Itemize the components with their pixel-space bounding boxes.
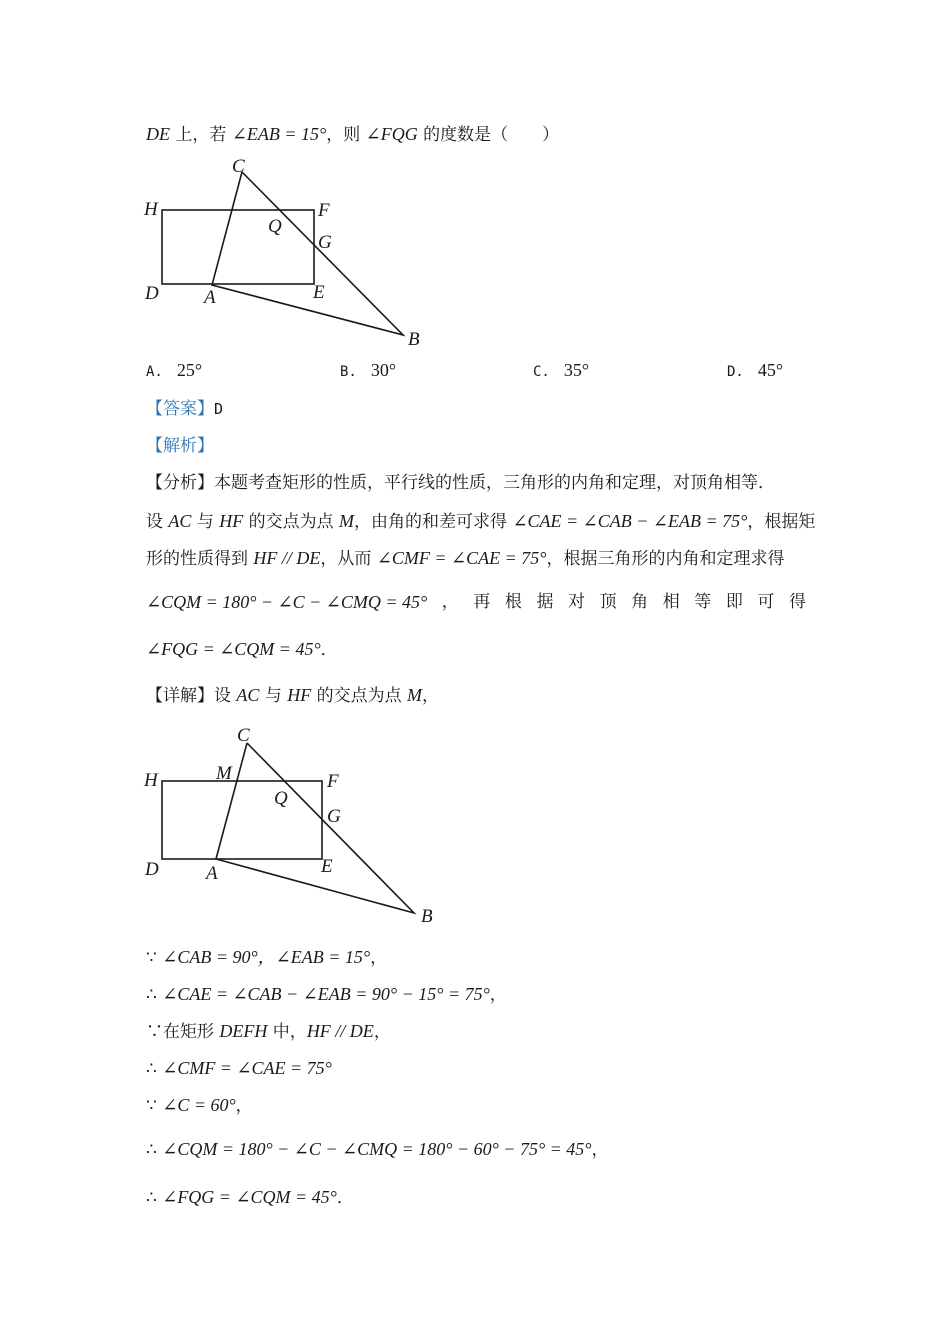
label-d: D xyxy=(145,859,159,880)
option-key: A. xyxy=(146,364,163,380)
math-angle-cmf: ∠CMF = ∠CAE = 75° xyxy=(376,548,547,568)
label-c: C xyxy=(232,156,245,177)
text: ， xyxy=(235,1096,253,1116)
label-f: F xyxy=(327,771,339,792)
text: ， xyxy=(373,1022,391,1042)
step-math: ∠CQM = 180° − ∠C − ∠CMQ = 180° − 60° − 75° = 45° xyxy=(162,1139,592,1159)
math-ac: AC xyxy=(236,685,260,705)
label-g: G xyxy=(318,232,332,253)
option-key: C. xyxy=(533,364,550,380)
option-d[interactable] xyxy=(727,360,783,381)
step-6 xyxy=(146,1137,609,1162)
char: 根 xyxy=(504,592,522,612)
option-value: 45° xyxy=(757,360,784,380)
text: ，由角的和差可求得 xyxy=(354,512,513,532)
math-angle-cae: ∠CAE = ∠CAB − ∠EAB = 75° xyxy=(512,511,748,531)
text: 的交点为点 xyxy=(243,512,340,532)
question-text: 的度数是（ ） xyxy=(417,125,560,145)
step-math: ∠FQG = ∠CQM = 45° xyxy=(162,1187,337,1207)
answer-line xyxy=(146,397,223,421)
because-symbol: ∵ xyxy=(146,1022,163,1042)
answer-tag: 【答案】 xyxy=(146,399,214,419)
step-1 xyxy=(146,945,387,970)
label-c: C xyxy=(237,725,250,746)
step-7 xyxy=(146,1185,354,1210)
char: 顶 xyxy=(599,592,617,612)
text: 与 xyxy=(259,686,288,706)
analysis-line-3 xyxy=(146,546,784,571)
math-angle-cqm: ∠CQM = 180° − ∠C − ∠CMQ = 45° xyxy=(146,592,428,612)
step-math: ∠CAE = ∠CAB − ∠EAB = 90° − 15° = 75° xyxy=(162,984,490,1004)
text: ， xyxy=(591,1140,609,1160)
char: 相 xyxy=(662,592,680,612)
option-value: 25° xyxy=(176,360,203,380)
text: ， xyxy=(422,686,440,706)
therefore-symbol: ∴ xyxy=(146,985,157,1005)
text: 形的性质得到 xyxy=(146,549,254,569)
text: 在矩形 xyxy=(163,1022,220,1042)
char: 等 xyxy=(694,592,712,612)
text: 中， xyxy=(267,1022,307,1042)
triangle-abc xyxy=(216,743,414,913)
question-segment-math: DE xyxy=(146,124,170,144)
text: ． xyxy=(336,1188,354,1208)
option-value: 30° xyxy=(370,360,397,380)
option-a[interactable] xyxy=(146,360,202,381)
char: 角 xyxy=(631,592,649,612)
label-h: H xyxy=(144,770,158,791)
option-b[interactable] xyxy=(340,360,396,381)
rectangle-defh xyxy=(162,781,322,859)
therefore-symbol: ∴ xyxy=(146,1059,157,1079)
text: 与 xyxy=(191,512,220,532)
therefore-symbol: ∴ xyxy=(146,1188,157,1208)
char: 据 xyxy=(536,592,554,612)
math-m: M xyxy=(339,511,355,531)
char: ， xyxy=(441,592,459,612)
text: 的交点为点 xyxy=(311,686,408,706)
analysis-line-1: 【分析】本题考查矩形的性质，平行线的性质，三角形的内角和定理，对顶角相等． xyxy=(146,473,775,493)
detail-tag: 【详解】 xyxy=(146,686,214,706)
label-q: Q xyxy=(274,788,288,809)
step-4 xyxy=(146,1056,332,1081)
detail-intro xyxy=(146,683,439,708)
analysis-tag: 【解析】 xyxy=(146,436,214,456)
label-a: A xyxy=(204,287,216,308)
label-b: B xyxy=(421,906,433,927)
text: ． xyxy=(320,640,338,660)
math-parallel: HF // DE xyxy=(253,548,321,568)
char: 即 xyxy=(725,592,743,612)
figure-1 xyxy=(130,150,450,355)
answer-value: D xyxy=(214,400,224,418)
option-c[interactable] xyxy=(533,360,589,381)
question-text: 上，若 xyxy=(170,125,232,145)
label-g: G xyxy=(327,806,341,827)
question-text: ，则 xyxy=(326,125,366,145)
step-3 xyxy=(146,1019,391,1044)
label-e: E xyxy=(321,856,333,877)
label-d: D xyxy=(145,283,159,304)
label-h: H xyxy=(144,199,158,220)
triangle-abc xyxy=(212,172,403,335)
label-q: Q xyxy=(268,216,282,237)
step-math: ∠C = 60° xyxy=(162,1095,236,1115)
because-symbol: ∵ xyxy=(146,948,157,968)
analysis-line-2 xyxy=(146,509,815,534)
step-math: ∠CAB = 90°，∠EAB = 15° xyxy=(162,947,371,967)
char: 再 xyxy=(473,592,491,612)
option-value: 35° xyxy=(563,360,590,380)
step-math: HF // DE xyxy=(306,1021,374,1041)
char: 可 xyxy=(757,592,775,612)
label-e: E xyxy=(313,282,325,303)
label-m: M xyxy=(216,763,232,784)
option-key: B. xyxy=(340,364,357,380)
char: 得 xyxy=(788,592,806,612)
because-symbol: ∵ xyxy=(146,1096,157,1116)
math-angle-fqg: ∠FQG = ∠CQM = 45° xyxy=(146,639,321,659)
step-math: DEFH xyxy=(219,1021,268,1041)
therefore-symbol: ∴ xyxy=(146,1140,157,1160)
text: ，从而 xyxy=(320,549,377,569)
text: ，根据三角形的内角和定理求得 xyxy=(546,549,785,569)
analysis-line-4 xyxy=(146,590,806,614)
step-5 xyxy=(146,1093,253,1118)
analysis-line-5 xyxy=(146,637,338,662)
text: ， xyxy=(489,985,507,1005)
figure-2 xyxy=(130,720,450,930)
math-hf: HF xyxy=(287,685,312,705)
step-2 xyxy=(146,982,507,1007)
option-key: D. xyxy=(727,364,744,380)
label-a: A xyxy=(206,863,218,884)
step-math: ∠CMF = ∠CAE = 75° xyxy=(162,1058,332,1078)
char: 对 xyxy=(568,592,586,612)
label-b: B xyxy=(408,329,420,350)
text: 设 xyxy=(214,686,237,706)
text: ，根据矩 xyxy=(747,512,816,532)
text: ， xyxy=(370,948,388,968)
asked-angle: ∠FQG xyxy=(365,124,418,144)
question-line xyxy=(146,122,559,147)
math-m: M xyxy=(407,685,423,705)
label-f: F xyxy=(318,200,330,221)
math-ac: AC xyxy=(168,511,192,531)
text: 设 xyxy=(146,512,169,532)
given-angle: ∠EAB = 15° xyxy=(231,124,327,144)
math-hf: HF xyxy=(219,511,244,531)
